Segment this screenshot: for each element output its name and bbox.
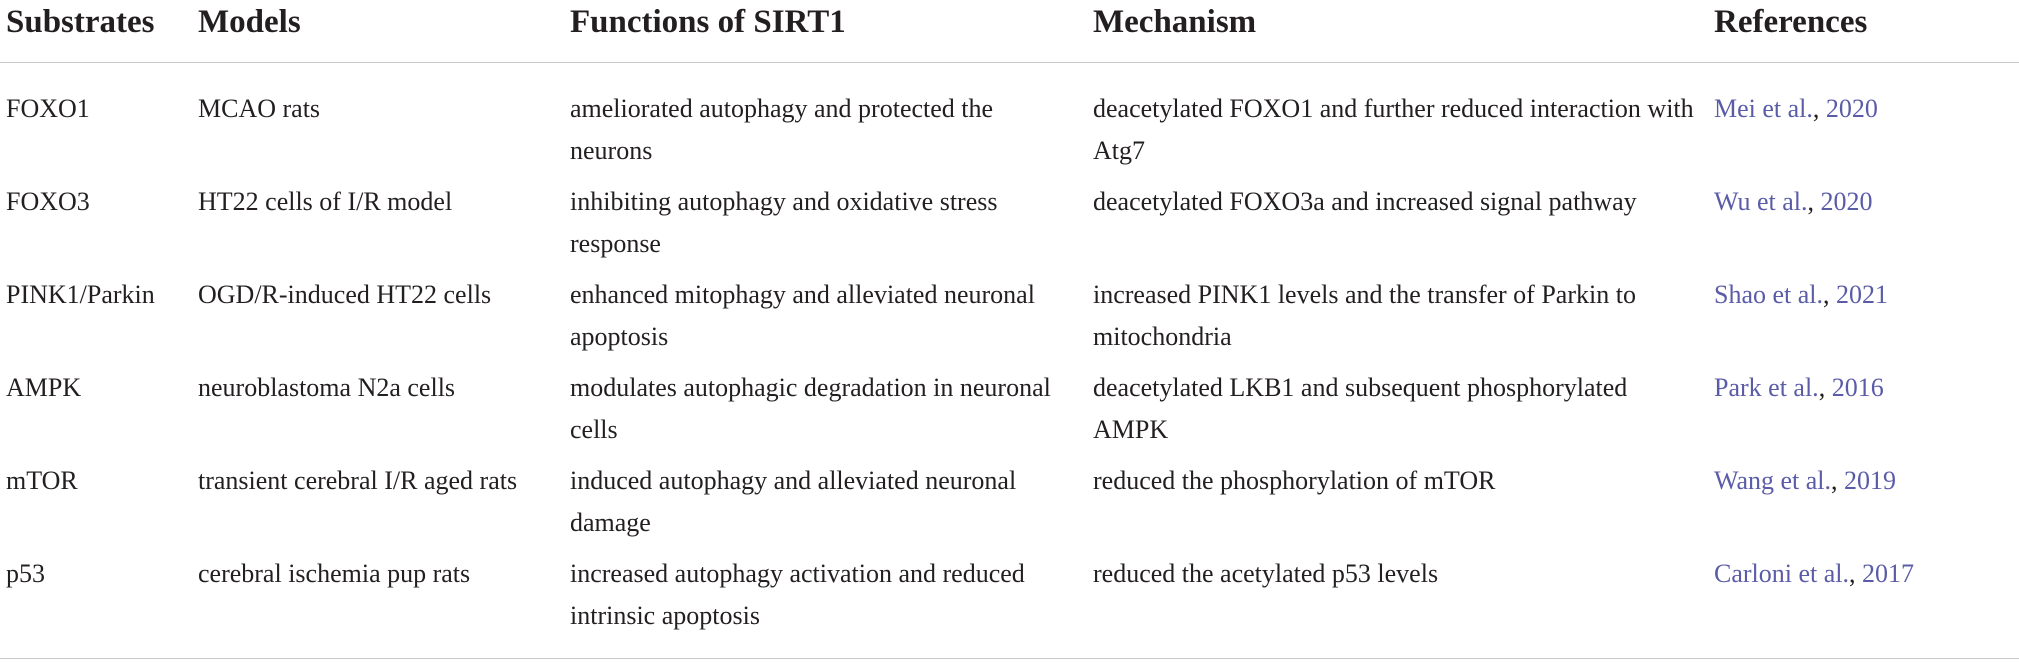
header-mechanism: Mechanism (1093, 4, 1257, 40)
reference-year-link[interactable]: 2020 (1820, 187, 1873, 216)
table-bottom-rule (0, 658, 2019, 659)
mechanism-cell: reduced the acetylated p53 levels (1093, 559, 1439, 588)
function-cell: inhibiting autophagy and oxidative stress response (570, 187, 998, 258)
substrate-cell: mTOR (6, 466, 78, 495)
header-functions: Functions of SIRT1 (570, 4, 846, 40)
mechanism-cell: deacetylated LKB1 and subsequent phosphorylated AMPK (1093, 373, 1628, 444)
header-divider (0, 62, 2019, 63)
mechanism-cell: deacetylated FOXO3a and increased signal pathway (1093, 187, 1637, 216)
reference-cell: Carloni et al., 2017 (1714, 559, 1915, 588)
reference-cell: Shao et al., 2021 (1714, 280, 1889, 309)
substrate-cell: FOXO3 (6, 187, 90, 216)
reference-cell: Mei et al., 2020 (1714, 94, 1878, 123)
function-cell: enhanced mitophagy and alleviated neuronal apoptosis (570, 280, 1035, 351)
reference-year-link[interactable]: 2020 (1825, 94, 1878, 123)
model-cell: transient cerebral I/R aged rats (198, 466, 518, 495)
reference-author-link[interactable]: Wu et al. (1714, 187, 1808, 216)
reference-author-link[interactable]: Shao et al. (1714, 280, 1824, 309)
table-header-row (0, 0, 2019, 62)
mechanism-cell: increased PINK1 levels and the transfer of Parkin to mitochondria (1093, 280, 1636, 351)
function-cell: induced autophagy and alleviated neuronal damage (570, 466, 1017, 537)
function-cell: modulates autophagic degradation in neuronal cells (570, 373, 1051, 444)
reference-cell: Wu et al., 2020 (1714, 187, 1873, 216)
reference-cell: Wang et al., 2019 (1714, 466, 1897, 495)
reference-author-link[interactable]: Carloni et al. (1714, 559, 1850, 588)
reference-year-link[interactable]: 2019 (1844, 466, 1897, 495)
mechanism-cell: reduced the phosphorylation of mTOR (1093, 466, 1496, 495)
reference-year-link[interactable]: 2021 (1836, 280, 1889, 309)
function-cell: ameliorated autophagy and protected the neurons (570, 94, 994, 165)
reference-year-link[interactable]: 2016 (1831, 373, 1884, 402)
model-cell: MCAO rats (198, 94, 321, 123)
substrate-cell: PINK1/Parkin (6, 280, 155, 309)
model-cell: cerebral ischemia pup rats (198, 559, 471, 588)
header-references: References (1714, 4, 1868, 40)
function-cell: increased autophagy activation and reduced intrinsic apoptosis (570, 559, 1025, 630)
substrate-cell: p53 (6, 559, 45, 588)
model-cell: HT22 cells of I/R model (198, 187, 453, 216)
reference-author-link[interactable]: Mei et al. (1714, 94, 1813, 123)
header-models: Models (198, 4, 301, 40)
header-substrates: Substrates (6, 4, 155, 40)
substrate-cell: AMPK (6, 373, 82, 402)
mechanism-cell: deacetylated FOXO1 and further reduced interaction with Atg7 (1093, 94, 1694, 165)
reference-year-link[interactable]: 2017 (1862, 559, 1915, 588)
reference-author-link[interactable]: Park et al. (1714, 373, 1819, 402)
reference-cell: Park et al., 2016 (1714, 373, 1884, 402)
substrate-cell: FOXO1 (6, 94, 90, 123)
reference-author-link[interactable]: Wang et al. (1714, 466, 1832, 495)
model-cell: OGD/R-induced HT22 cells (198, 280, 492, 309)
model-cell: neuroblastoma N2a cells (198, 373, 456, 402)
